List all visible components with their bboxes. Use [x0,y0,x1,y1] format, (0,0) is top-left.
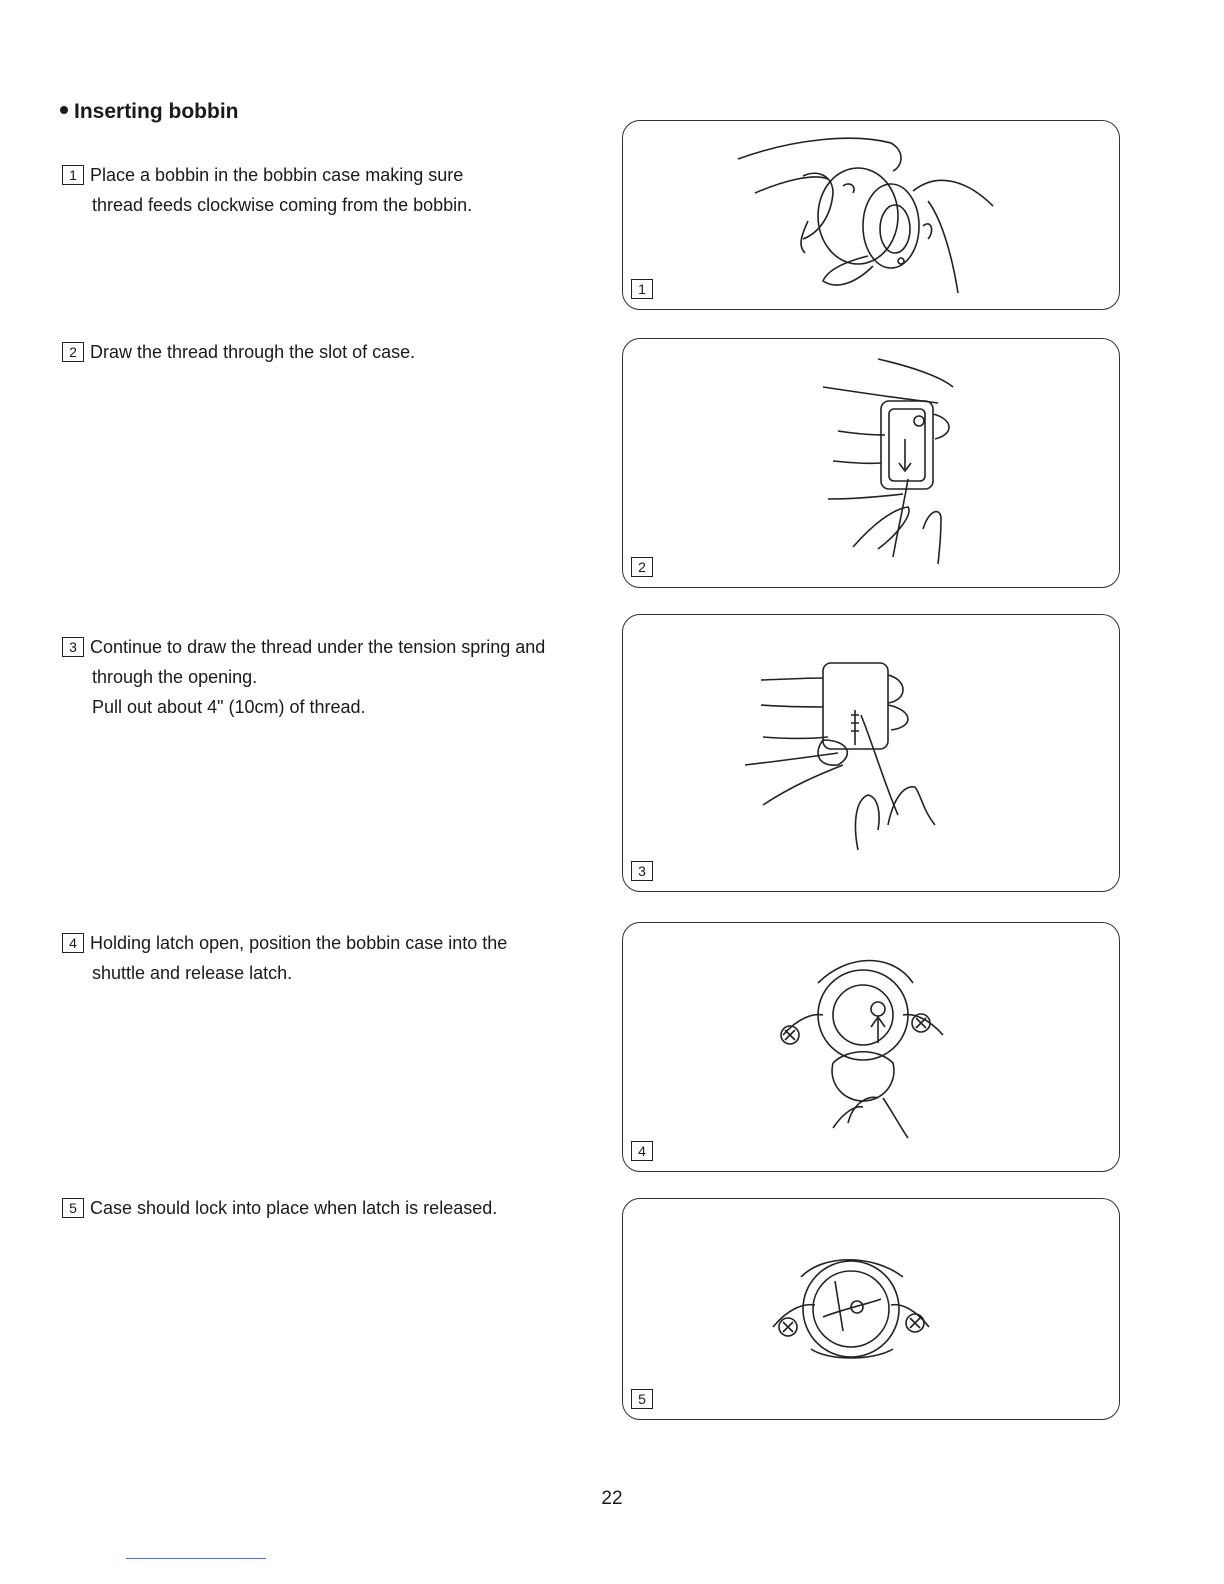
step-5 [62,1193,497,1223]
figure-3-panel [622,614,1120,892]
figure-number: 2 [631,557,653,577]
figure-number: 5 [631,1389,653,1409]
thread-under-spring-illustration [623,615,1119,891]
step-number: 2 [62,342,84,362]
step-text: Place a bobbin in the bobbin case making sure [90,165,464,185]
bullet-icon [60,106,68,114]
figure-4-panel [622,922,1120,1172]
step-3 [62,632,545,722]
figure-5-panel [622,1198,1120,1420]
step-text: Continue to draw the thread under the tension spring and [90,637,546,657]
underline-mark [126,1558,266,1559]
figure-number: 4 [631,1141,653,1161]
page-number: 22 [601,1488,623,1509]
figure-1-panel [622,120,1120,310]
step-number: 4 [62,933,84,953]
position-case-into-shuttle-illustration [623,923,1119,1171]
step-text: Holding latch open, position the bobbin case into the [90,933,508,953]
section-title [60,100,238,124]
figure-number: 3 [631,861,653,881]
step-text: through the opening. [92,667,258,687]
step-number: 3 [62,637,84,657]
step-text: shuttle and release latch. [92,963,293,983]
step-1 [62,160,472,220]
step-text: thread feeds clockwise coming from the bobbin. [92,195,473,215]
step-text: Case should lock into place when latch is released. [90,1198,498,1218]
step-text: Pull out about 4" (10cm) of thread. [92,697,366,717]
thread-through-slot-illustration [623,339,1119,587]
step-number: 1 [62,165,84,185]
step-text: Draw the thread through the slot of case. [90,342,416,362]
step-4 [62,928,507,988]
figure-2-panel [622,338,1120,588]
step-number: 5 [62,1198,84,1218]
bobbin-in-case-illustration [623,121,1119,309]
step-2 [62,337,415,367]
figure-number: 1 [631,279,653,299]
case-locked-in-place-illustration [623,1199,1119,1419]
section-title-text: Inserting bobbin [74,100,239,123]
